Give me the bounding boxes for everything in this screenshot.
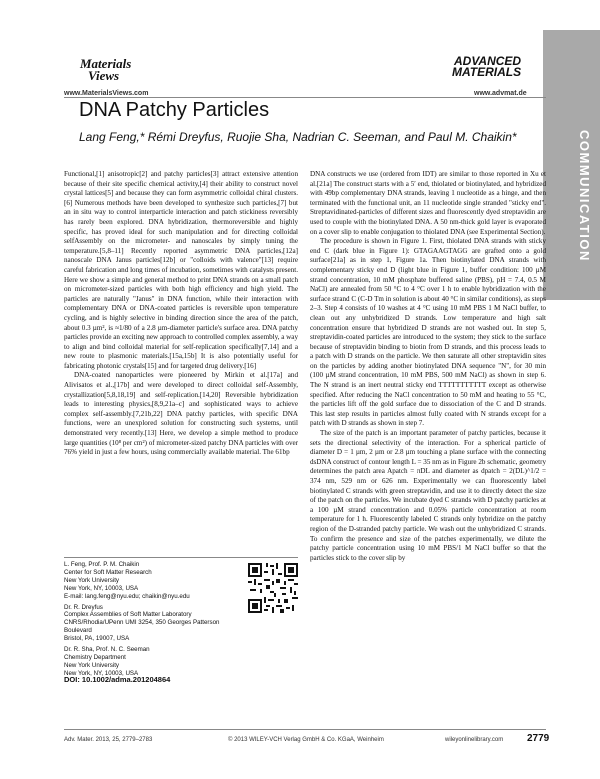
left-column	[64, 170, 298, 555]
paragraph: DNA-coated nanoparticles were pioneered by Mirkin et al.[17a] and Alivisatos et al.,[17b] and were developed to direct colloidal self-Assembly, crystallization[5,8,18,19] and self-replication.[14,20] Reversible hybridization leads to interesting physics,[8,9,21a–c] and sophisticated ways to achieve complex self-assembly.[7,21b,22] DNA patchy particles, with specific DNA functions, were an unexplored solution for constructing such systems, until demonstrated very recently.[13] Here, we develop a simple method to produce large quantities (10⁸ per cm²) of micrometer-sized patchy DNA particles with over 76% yield in just a few hours, using commercially available material. The 61bp	[64, 371, 298, 457]
affiliation-line: Bristol, PA, 19007, USA	[64, 635, 130, 643]
article-authors: Lang Feng,* Rémi Dreyfus, Ruojie Sha, Nadrian C. Seeman, and Paul M. Chaikin*	[79, 130, 517, 144]
affiliation-line: New York, NY, 10003, USA	[64, 584, 139, 592]
publisher-site-link[interactable]: wileyonlinelibrary.com	[445, 737, 504, 743]
materials-views-logo	[80, 58, 131, 82]
advanced-materials-logo	[452, 56, 521, 78]
affiliation-line: L. Feng, Prof. P. M. Chaikin	[64, 561, 140, 568]
logo-right-line-2: MATERIALS	[452, 65, 522, 79]
affiliation-line: New York University	[64, 661, 120, 669]
section-sidebar	[543, 30, 600, 300]
paragraph: DNA constructs we use (ordered from IDT) are similar to those reported in Xu et al.[21a] The construct starts with a 5′ end, thiolated or biotinylated, and hybridized with 49bp complementary DNA strands, leaving 1 nucleotide as a hinge, and then terminated with the functional unit, an 11 nucleotide single stranded "sticky end". Streptavidinated-particles of different sizes and fluorescently dyed streptavidin are used to couple with the biotinylated DNA. A 50 nm-thick gold layer is evaporated on a cover slip to enable conjugation to thiolated DNA (see Experimental Section).	[310, 170, 546, 236]
affiliations	[64, 561, 236, 678]
paragraph: Functional,[1] anisotropic[2] and patchy particles[3] attract extensive attention because of their site specific chemical activity,[4] their ability to construct novel crystal lattices[5] and because they can form asymmetric colloidal chiral clusters.[6] Numerous methods have been developed to synthesize such particles,[7] but an in situ way to control interparticle interaction and patch stickiness reversibly has rarely been explored. DNA hybridization, thermoreversible and highly specific, has proved ideal for such manipulation and for directing colloidal selfAssembly on the micrometer- and nanoscales by simply tuning the temperature.[5,8–11] Recently reported asymmetric DNA particles,[12a] nanoscale DNA Janus particles[12b] or "colloids with valence"[13] require careful fabrication and long times of incubation, sometimes with catalysts present. Here we show a simple and general method to print DNA strands on a small patch on micrometer-sized particles with both high efficiency and high yield. The particles are naturally "Janus" in DNA function, while their interaction with complementary DNA or DNA-coated particles is reversible upon temperature cycling, and is highly selective in binding direction since the area of the patch, about 0.3 µm², is ≈1/80 of a 2.8 µm-diameter particle's surface area. DNA patchy particles provide an exciting new approach to controlled complex assembly, a way to align and bind colloidal material for self-replication specifically[7,14] and a new route to plasmonic materials.[15a,15b] It is also potentially useful for fabricating photonic crystals[15] and for targeted drug delivery.[16]	[64, 170, 298, 370]
affiliation-line: Center for Soft Matter Research	[64, 568, 152, 576]
page-number: 2779	[527, 733, 550, 744]
right-column	[310, 170, 546, 718]
affiliation-line: New York University	[64, 576, 120, 584]
affiliation-line: Chemistry Department	[64, 653, 126, 661]
paragraph: The procedure is shown in Figure 1. First, thiolated DNA strands with sticky end C (dark blue in Figure 1): GTAGAAGTAGG are grafted onto a gold surface[21a] as in step 1, Figure 1a. Then biotinylated DNA strands with complementary sticky end D (light blue in Figure 1, buffer condition: 100 µM strand concentration, 10 mM phosphate buffered saline (PBS), pH = 7.4, 0.5 M NaCl) are annealed from 50 °C to 4 °C over 1 h to enable hybridization with the surface strand C (C-D Tm in solution is about 40 °C in similar conditions), as steps 2–3. Step 4 consists of 10 washes at 4 °C using 10 mM PBS 1 M NaCl buffer, to clean out any unhybridized D strands. Low temperature and high salt concentration ensure that hybridized D strands are not washed out. In step 5, streptavidin-coated particles are introduced to the system; they stick to the surface because of streptavidin binding to biotin from D strands, and this process leads to a patch with D strands on the particle. We then saturate all other streptavidin sites on the particles by adding another biotinylated DNA sequence "N", for 30 min (100 µM strand concentration, 10 mM PBS, 500 mM NaCl) as shown in step 6. The N strand is an inert neutral sticky end TTTTTTTTTTT except as otherwise specified. After reducing the NaCl concentration to 50 mM and heating to 55 °C, the particles lift off the gold surface due to dissociation of the C and D strands. This last step results in particles almost fully coated with N strands except for a patch with D strands as shown in step 7.	[310, 237, 546, 428]
logo-left-line-1: Materials	[80, 56, 132, 71]
section-label: COMMUNICATION	[577, 130, 592, 262]
affiliation-line: Dr. R. Sha, Prof. N. C. Seeman	[64, 646, 150, 654]
logo-right-line-1: ADVANCED	[453, 54, 522, 68]
affiliation-line: E-mail: lang.feng@nyu.edu; chaikin@nyu.edu	[64, 592, 190, 600]
paragraph: The size of the patch is an important parameter of patchy particles, because it sets the directional selectivity of the interaction. For a spherical particle of diameter D = 1 µm, 2 µm or 2.8 µm touching a plane surface with the connecting dsDNA construct of contour length L = 35 nm as in Figure 2b schematic, geometry determines the patch area Apatch = πDL and diameter as dpatch = 2(DL)^1/2 = 374 nm, 529 nm or 626 nm. Experimentally we can fluorescently label biotinylated C strands with green streptavidin, and use it to directly detect the size of the patch on the particles. We incubate dyed C strands with D patchy particles at a 100 µM strand concentration and 0.05% particle concentration at room temperature for 1 h. Fluorescently labeled C strands only hybridize on the patchy region of the D-stranded patchy particle. We wash out the unhybridized C strands. To confirm the presence and size of the patches experimentally, we dilute the patchy particle concentration using 10 mM PBS/1 M NaCl buffer so that the particles stick to the cover slip by	[310, 429, 546, 562]
header-rule	[64, 97, 546, 98]
footer-rule	[64, 729, 546, 730]
logo-left-line-2: Views	[88, 68, 120, 83]
affiliation-rule	[64, 557, 298, 558]
qr-code-icon[interactable]	[248, 563, 298, 613]
publisher-url[interactable]: www.MaterialsViews.com	[64, 90, 149, 97]
affiliation-line: Dr. R. Dreyfus	[64, 603, 103, 611]
journal-citation: Adv. Mater. 2013, 25, 2779–2783	[64, 737, 153, 743]
doi-link[interactable]: DOI: 10.1002/adma.201204864	[64, 675, 171, 684]
journal-url[interactable]: www.advmat.de	[474, 90, 527, 97]
copyright-notice: © 2013 WILEY-VCH Verlag GmbH & Co. KGaA, Weinheim	[228, 737, 384, 743]
affiliation-line: CNRS/Rhodia/UPenn UMI 3254, 350 Georges Patterson Boulevard	[64, 619, 220, 635]
affiliation-line: New York, NY, 10003, USA	[64, 669, 139, 677]
affiliation-line: Complex Assemblies of Soft Matter Laboratory	[64, 611, 192, 619]
article-title: DNA Patchy Particles	[79, 99, 270, 121]
